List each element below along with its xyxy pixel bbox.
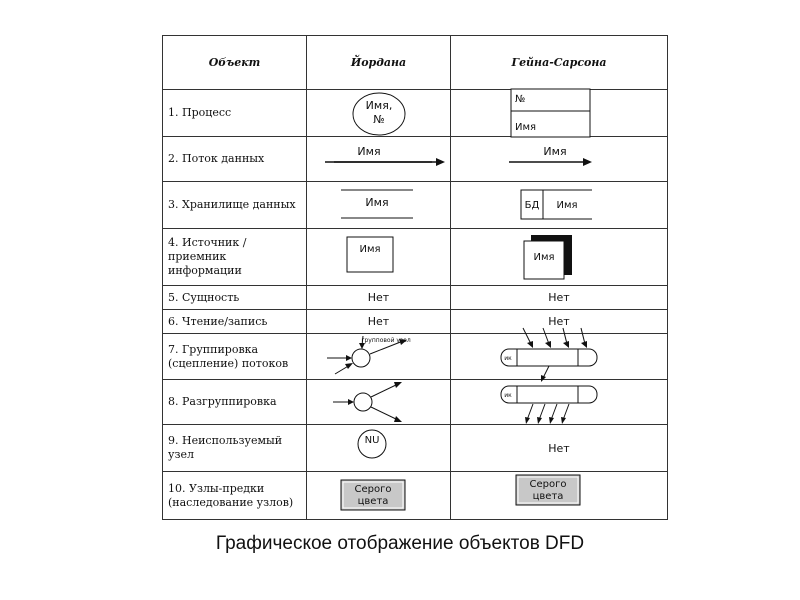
table-row [163, 286, 668, 310]
gane-entity-value: Нет [451, 286, 668, 310]
yourdon-readwrite-value: Нет [307, 310, 451, 334]
gane-group-pipe [451, 334, 668, 379]
row-label-ancestor-nodes: 10. Узлы-предки (наследование узлов) [163, 472, 307, 520]
table-row [163, 380, 668, 425]
yourdon-process-name: Имя, [365, 99, 393, 112]
table-row [163, 182, 668, 229]
row-label-unused-node: 9. Неиспользуемый узел [163, 425, 307, 472]
table-row [163, 472, 668, 520]
dfd-objects-table [162, 35, 668, 520]
gane-store-box [451, 182, 668, 228]
gane-flow-arrow [451, 137, 668, 181]
gane-source-name: Имя [533, 252, 555, 263]
gane-unused-value: Нет [451, 425, 668, 472]
header-gane-sarson: Гейна-Сарсона [451, 36, 668, 90]
header-yourdon: Йордана [307, 36, 451, 90]
table-row [163, 425, 668, 472]
table-header-row [163, 36, 668, 90]
gane-process-rectangle [451, 90, 668, 136]
gane-store-name: Имя [556, 200, 578, 211]
yourdon-grey-line2: цвета [357, 496, 389, 507]
yourdon-unused-node [307, 425, 451, 471]
yourdon-flow-name: Имя [357, 145, 381, 158]
gane-flow-name: Имя [543, 145, 567, 158]
yourdon-flow-arrow [307, 137, 451, 181]
yourdon-entity-value: Нет [307, 286, 451, 310]
yourdon-process-circle [307, 90, 451, 136]
table-row [163, 90, 668, 137]
gane-process-number: № [515, 94, 526, 105]
yourdon-unused-label: NU [364, 435, 380, 446]
yourdon-ungroup-node [307, 380, 451, 424]
table-row [163, 137, 668, 182]
gane-grey-line1: Серого [529, 479, 567, 490]
row-label-process: 1. Процесс [163, 90, 307, 137]
yourdon-source-name: Имя [359, 244, 381, 255]
yourdon-group-node [307, 334, 451, 379]
row-label-grouping: 7. Группировка (сцепление) потоков [163, 334, 307, 380]
gane-readwrite-value: Нет [451, 310, 668, 334]
gane-process-name: Имя [515, 122, 537, 133]
yourdon-grey-line1: Серого [354, 484, 392, 495]
header-object: Объект [163, 36, 307, 90]
gane-ungroup-pipe [451, 380, 668, 424]
yourdon-group-note: групповой узел [361, 337, 411, 344]
page-caption: Графическое отображение объектов DFD [215, 533, 585, 554]
gane-grey-line2: цвета [532, 491, 564, 502]
row-label-read-write: 6. Чтение/запись [163, 310, 307, 334]
row-label-data-flow: 2. Поток данных [163, 137, 307, 182]
gane-grey-box [451, 472, 668, 519]
yourdon-store-name: Имя [365, 196, 389, 209]
row-label-source-sink: 4. Источник / приемник информации [163, 229, 307, 286]
yourdon-grey-box [307, 472, 451, 519]
gane-source-shadow-box [451, 229, 668, 285]
gane-group-tag: ик [504, 355, 512, 362]
yourdon-store-lines [307, 182, 451, 228]
yourdon-source-box [307, 229, 451, 285]
gane-ungroup-tag: ик [504, 392, 512, 399]
table-row [163, 310, 668, 334]
row-label-entity: 5. Сущность [163, 286, 307, 310]
row-label-data-store: 3. Хранилище данных [163, 182, 307, 229]
table-row [163, 229, 668, 286]
yourdon-process-number: № [373, 113, 385, 126]
gane-store-db: БД [524, 200, 540, 211]
row-label-ungrouping: 8. Разгруппировка [163, 380, 307, 425]
table-row [163, 334, 668, 380]
